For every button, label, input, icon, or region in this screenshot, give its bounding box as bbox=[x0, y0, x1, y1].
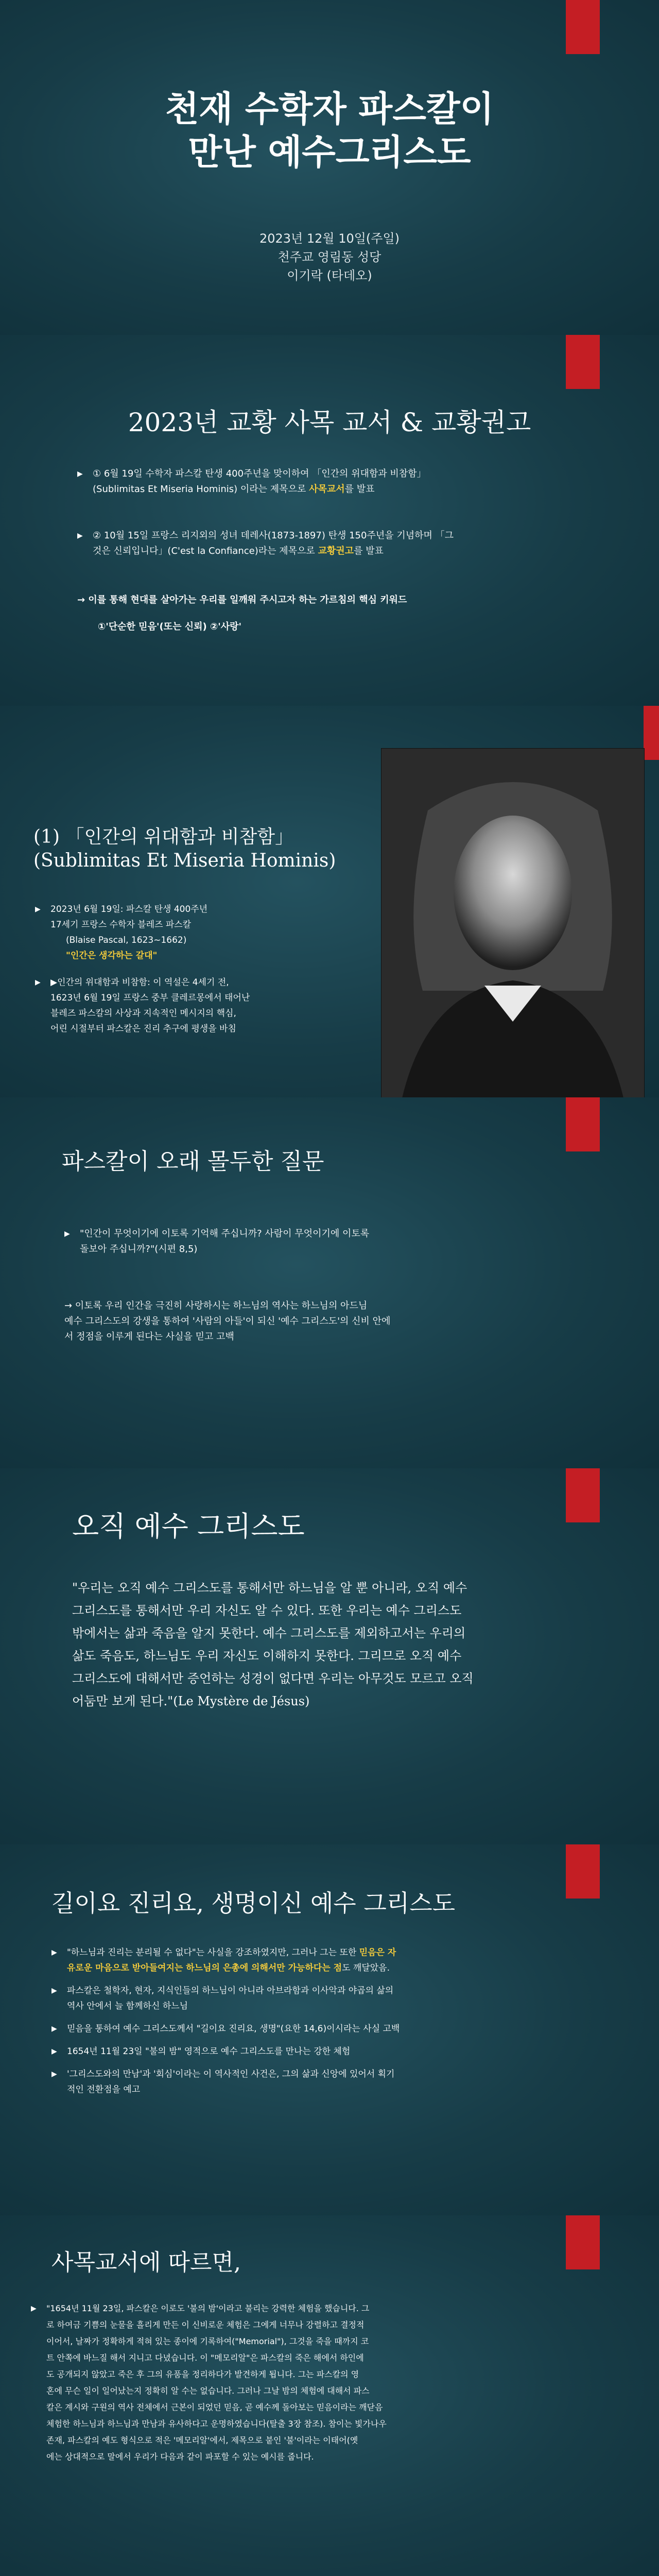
section-heading: 사목교서에 따르면, bbox=[51, 2249, 241, 2276]
only-jesus-quote: "우리는 오직 예수 그리스도를 통해서만 하느님을 알 뿐 아니라, 오직 예수 그리스도를 통해서만 우리 자신도 알 수 있다. 또한 우리는 예수 그리스도 밖에서는 삶과 죽음을 알지 못한다. 예수 그리스도를 제외하고서는 우리의 삶도 죽음도, 하느님도 우리 자신도 이해하지 못한다. 그리므로 오직 예수 그리스도에 대해서만 증언하는 성경이 없다면 우리는 아무것도 모르고 오직 어둠만 보게 된다."(Le Mystère de Jésus) bbox=[72, 1581, 474, 1708]
venue-text: 천주교 영림동 성당 bbox=[278, 250, 381, 264]
intro-item-2: ▶ ② 10월 15일 프랑스 리지외의 성녀 데레사(1873-1897) 탄생 150주년을 기념하며 「그 것은 신뢰입니다」(C'est la Confiance)라는 제목으로 교황권고를 발표 bbox=[77, 528, 592, 559]
speaker-text: 이기락 (타데오) bbox=[287, 268, 372, 283]
pensees-bullet-2: ▶ ▶인간의 위대함과 비참함: 이 역설은 4세기 전, 1623년 6월 19일 프랑스 중부 클레르몽에서 태어난 블레즈 파스칼의 사상과 지속적인 메시지의 핵심, 어린 시절부터 파스칼은 진리 추구에 평생을 바침 bbox=[35, 975, 365, 1037]
accent-bar bbox=[644, 706, 659, 760]
intro-arrow-line: → 이를 통해 현대를 살아가는 우리를 일깨워 주시고자 하는 가르침의 핵심 키워드 bbox=[77, 595, 407, 605]
accent-bar bbox=[566, 335, 600, 389]
way-bullet-3: ▶ 믿음을 통하여 예수 그리스도께서 "길이요 진리요, 생명"(요한 14,6)이시라는 사실 고백 bbox=[51, 2021, 602, 2037]
slide-only-jesus bbox=[0, 1468, 659, 1845]
slide-intro bbox=[0, 335, 659, 707]
way-bullet-5: ▶ '그리스도와의 만남'과 '회심'이라는 이 역사적인 사건은, 그의 삶과 신앙에 있어서 획기 적인 전환점을 예고 bbox=[51, 2066, 602, 2097]
accent-bar bbox=[566, 1844, 600, 1899]
letter-quote: ▶ "1654년 11월 23일, 파스칼은 이로도 '불의 밤'이라고 불리는 강력한 체험을 했습니다. 그 로 하여금 기쁨의 눈물을 흘리게 만든 이 신비로운 체험은 그에게 너무나 강렬하고 결정적 이어서, 날짜가 정확하게 적혀 있는 종이에 기록하여("Memorial"), 그것을 죽을 때까지 코 트 안쪽에 바느질 해서 지니고 다녔습니다. 이 "메모리알"은 파스칼의 죽은 해에서 하인에 도 공개되지 않았고 죽은 후 그의 유품을 정리하다가 발견하게 됩니다. 그는 파스칼의 영 혼에 무슨 일이 일어났는지 정확히 알 수는 없습니다. 그러나 그날 밤의 체험에 대해서 파스 칼은 계시와 구원의 역사 전체에서 근본이 되었던 믿음, 곧 예수께 돌아보는 믿음이라는 깨닫음 체험한 하느님과 하느님과 만남과 유사하다고 운명하였습니다(탈출 3장 참조). 참이는 빛가나우 존재, 파스칼의 예도 형식으로 적은 '메모리알'에서, 제목으로 붙인 '불'이라는 이태어(옛 에는 상대적으로 말에서 우리가 다음과 같이 파포할 수 있는 예시를 줍니다. bbox=[31, 2300, 633, 2465]
slide-way bbox=[0, 1844, 659, 2216]
page-title-line2: 만난 예수그리스도 bbox=[188, 132, 471, 173]
question-quote: ▶ "인간이 무엇이기에 이토록 기억해 주십니까? 사람이 무엇이기에 이토록 돌보아 주십니까?"(시편 8,5) bbox=[64, 1226, 589, 1257]
date-text: 2023년 12월 10일(주일) bbox=[259, 231, 400, 246]
section-heading-latin: (Sublimitas Et Miseria Hominis) bbox=[33, 850, 336, 871]
section-heading: 오직 예수 그리스도 bbox=[72, 1510, 305, 1543]
accent-bar bbox=[566, 1097, 600, 1151]
section-heading: 파스칼이 오래 몰두한 질문 bbox=[62, 1148, 324, 1175]
pensees-bullet-1: ▶ 2023년 6월 19일: 파스칼 탄생 400주년 17세기 프랑스 수학자 블레즈 파스칼 (Blaise Pascal, 1623~1662) "인간은 생각하는 갈대" bbox=[35, 902, 365, 963]
section-heading: 길이요 진리요, 생명이신 예수 그리스도 bbox=[51, 1889, 456, 1917]
intro-item-1: ▶ ① 6월 19일 수학자 파스칼 탄생 400주년을 맞이하여 「인간의 위대함과 비참함」 (Sublimitas Et Miseria Hominis) 이라는 제목으로 사목교서를 발표 bbox=[77, 466, 592, 497]
way-bullet-4: ▶ 1654년 11월 23일 "불의 밤" 영적으로 예수 그리스도를 만나는 강한 체험 bbox=[51, 2044, 602, 2059]
pascal-portrait bbox=[381, 748, 645, 1098]
slide-pensees bbox=[0, 706, 659, 1098]
page-title: 천재 수학자 파스칼이 bbox=[165, 89, 494, 130]
intro-keywords: ①'단순한 믿음'(또는 신뢰) ②'사랑' bbox=[98, 621, 242, 632]
section-heading: (1) 「인간의 위대함과 비참함」 bbox=[33, 826, 294, 848]
slide-question bbox=[0, 1097, 659, 1469]
slide-title bbox=[0, 0, 659, 336]
section-heading: 2023년 교황 사목 교서 & 교황권고 bbox=[128, 408, 531, 437]
slide-letter bbox=[0, 2215, 659, 2576]
accent-bar bbox=[566, 2215, 600, 2269]
accent-bar bbox=[566, 0, 600, 54]
way-bullet-2: ▶ 파스칼은 철학자, 현자, 지식인들의 하느님이 아니라 아브라함과 이사악과 야곱의 삶의 역사 안에서 늘 함께하신 하느님 bbox=[51, 1983, 602, 2014]
way-bullet-1: ▶ "하느님과 진리는 분리될 수 없다"는 사실을 강조하였지만, 그러나 그는 또한 믿음은 자 유로운 마음으로 받아들여지는 하느님의 은총에 의해서만 가능하다는 점도 깨달았음. bbox=[51, 1945, 602, 1976]
question-answer: → 이토록 우리 인간을 극진히 사랑하시는 하느님의 역사는 하느님의 아드님 예수 그리스도의 강생을 통하여 '사람의 아들'이 되신 '예수 그리스도'의 신비 안에 서 정점을 이루게 된다는 사실을 믿고 고백 bbox=[64, 1300, 391, 1342]
accent-bar bbox=[566, 1468, 600, 1522]
